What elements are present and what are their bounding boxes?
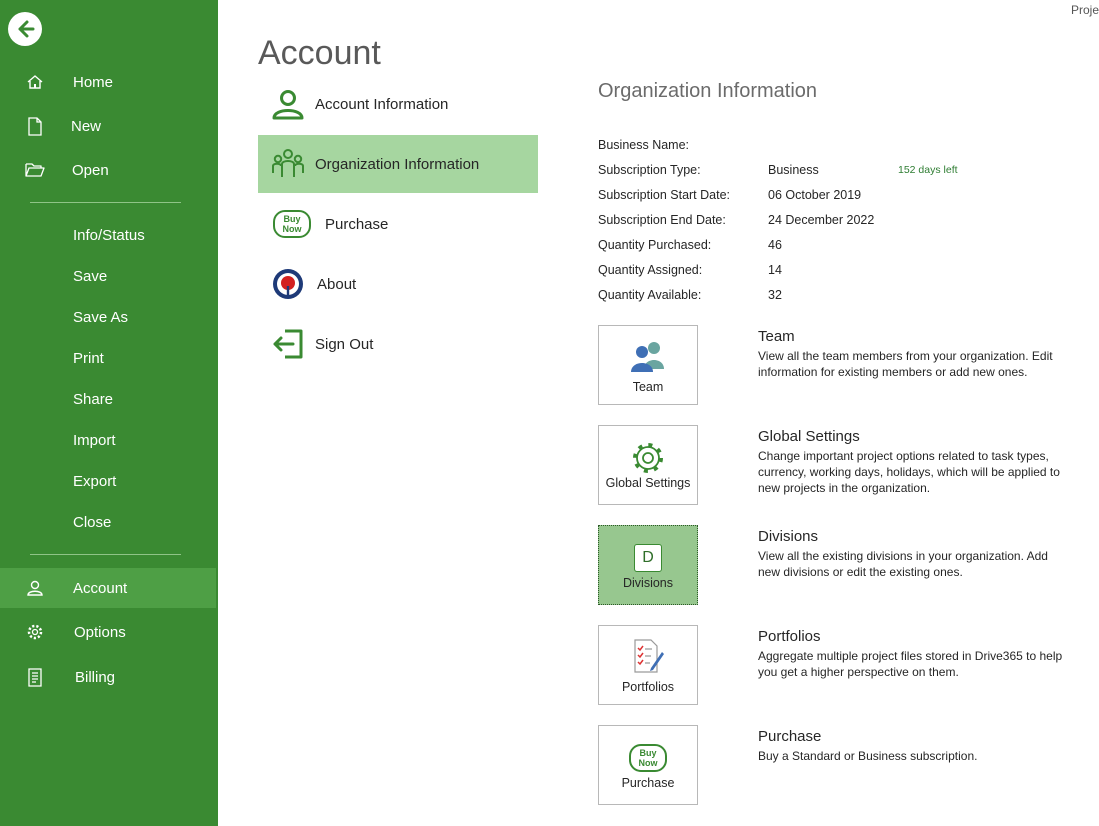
team-icon bbox=[599, 338, 697, 374]
folder-open-icon bbox=[25, 160, 45, 180]
purchase-tile-label: Purchase bbox=[621, 776, 675, 790]
nav-home-label: Home bbox=[73, 73, 114, 91]
buy-now-text-line2: Now bbox=[638, 758, 658, 768]
nav-new-label: New bbox=[71, 117, 102, 135]
nav-share-label: Share bbox=[73, 390, 114, 408]
purchase-title: Purchase bbox=[758, 728, 822, 745]
organization-icon bbox=[270, 146, 306, 182]
division-icon bbox=[599, 540, 697, 576]
buy-now-text-line1: Buy bbox=[639, 748, 657, 758]
nav-import[interactable] bbox=[0, 420, 216, 460]
backstage-sidebar bbox=[0, 0, 218, 826]
info-value: 46 bbox=[768, 238, 782, 252]
new-document-icon bbox=[25, 116, 45, 136]
back-button[interactable] bbox=[8, 12, 42, 46]
window-title: Proje bbox=[1071, 3, 1099, 17]
sidebar-divider bbox=[30, 202, 181, 203]
nav-close[interactable] bbox=[0, 502, 216, 542]
nav-info-status[interactable] bbox=[0, 215, 216, 255]
team-tile-label: Team bbox=[632, 380, 664, 394]
info-value: 06 October 2019 bbox=[768, 188, 862, 202]
purchase-item[interactable] bbox=[258, 195, 538, 253]
section-title: Organization Information bbox=[598, 80, 818, 102]
info-key: Quantity Purchased: bbox=[598, 238, 712, 252]
buy-now-icon bbox=[272, 206, 312, 242]
info-value: 32 bbox=[768, 288, 782, 302]
global-settings-tile-button[interactable] bbox=[598, 425, 698, 505]
days-left-badge: 152 days left bbox=[898, 164, 958, 176]
nav-new[interactable] bbox=[0, 106, 216, 146]
info-key: Quantity Available: bbox=[598, 288, 702, 302]
info-value: Business bbox=[768, 163, 819, 177]
divisions-title: Divisions bbox=[758, 528, 819, 545]
organization-information-label: Organization Information bbox=[315, 155, 480, 173]
team-title: Team bbox=[758, 328, 795, 345]
nav-open[interactable] bbox=[0, 150, 216, 190]
sign-out-icon bbox=[270, 326, 306, 362]
buy-now-text-line1: Buy bbox=[283, 214, 301, 224]
info-key: Quantity Assigned: bbox=[598, 263, 703, 277]
receipt-icon bbox=[25, 667, 45, 687]
global-settings-tile-label: Global Settings bbox=[605, 476, 691, 490]
divisions-tile-button[interactable] bbox=[598, 525, 698, 605]
info-value: 14 bbox=[768, 263, 782, 277]
info-key: Subscription Type: bbox=[598, 163, 701, 177]
page-title: Account bbox=[258, 34, 381, 72]
info-value: 24 December 2022 bbox=[768, 213, 875, 227]
purchase-tile-button[interactable] bbox=[598, 725, 698, 805]
portfolios-tile-label: Portfolios bbox=[621, 680, 675, 694]
nav-save-label: Save bbox=[73, 267, 108, 285]
buy-now-text-line2: Now bbox=[282, 224, 302, 234]
nav-account-label: Account bbox=[73, 579, 128, 597]
about-item[interactable] bbox=[258, 255, 538, 313]
nav-info-status-label: Info/Status bbox=[73, 226, 145, 244]
sign-out-label: Sign Out bbox=[315, 335, 374, 353]
purchase-description: Buy a Standard or Business subscription. bbox=[758, 749, 978, 763]
organization-information-item[interactable] bbox=[258, 135, 538, 193]
gear-icon bbox=[599, 440, 697, 476]
nav-options-label: Options bbox=[74, 623, 126, 641]
nav-export[interactable] bbox=[0, 461, 216, 501]
portfolios-description: Aggregate multiple project files stored in Drive365 to help you get a higher perspective on them. bbox=[758, 649, 1063, 679]
global-settings-title: Global Settings bbox=[758, 428, 860, 445]
info-key: Subscription End Date: bbox=[598, 213, 726, 227]
about-logo-icon bbox=[270, 266, 306, 302]
nav-export-label: Export bbox=[73, 472, 117, 490]
nav-import-label: Import bbox=[73, 431, 116, 449]
nav-save-as-label: Save As bbox=[73, 308, 129, 326]
nav-save-as[interactable] bbox=[0, 297, 216, 337]
nav-print[interactable] bbox=[0, 338, 216, 378]
home-icon bbox=[25, 72, 45, 92]
portfolios-title: Portfolios bbox=[758, 628, 821, 645]
portfolio-checklist-icon bbox=[599, 638, 697, 674]
nav-open-label: Open bbox=[72, 161, 109, 179]
divisions-tile-label: Divisions bbox=[622, 576, 673, 590]
nav-billing-label: Billing bbox=[75, 668, 116, 686]
nav-print-label: Print bbox=[73, 349, 104, 367]
account-information-item[interactable] bbox=[258, 75, 538, 133]
team-tile-button[interactable] bbox=[598, 325, 698, 405]
sidebar-divider bbox=[30, 554, 181, 555]
info-key: Subscription Start Date: bbox=[598, 188, 731, 202]
nav-share[interactable] bbox=[0, 379, 216, 419]
nav-close-label: Close bbox=[73, 513, 112, 531]
divisions-description: View all the existing divisions in your organization. Add new divisions or edit the existing ones. bbox=[758, 549, 1048, 579]
portfolios-tile-button[interactable] bbox=[598, 625, 698, 705]
purchase-label: Purchase bbox=[325, 215, 389, 233]
person-icon bbox=[270, 86, 306, 122]
nav-billing[interactable] bbox=[0, 657, 216, 697]
buy-now-icon bbox=[599, 740, 697, 776]
info-key: Business Name: bbox=[598, 138, 690, 152]
sign-out-item[interactable] bbox=[258, 315, 538, 373]
person-icon bbox=[25, 578, 45, 598]
arrow-left-icon bbox=[12, 16, 38, 42]
account-information-label: Account Information bbox=[315, 95, 449, 113]
about-label: About bbox=[317, 275, 357, 293]
nav-save[interactable] bbox=[0, 256, 216, 296]
global-settings-description: Change important project options related to task types, currency, working days, holidays, which will be applied to new projects in the organization. bbox=[758, 449, 1060, 495]
nav-options[interactable] bbox=[0, 612, 216, 652]
team-description: View all the team members from your organization. Edit information for existing members or add new ones. bbox=[758, 349, 1053, 379]
nav-account[interactable] bbox=[0, 568, 216, 608]
gear-icon bbox=[25, 622, 45, 642]
division-glyph: D bbox=[634, 544, 662, 572]
nav-home[interactable] bbox=[0, 62, 216, 102]
